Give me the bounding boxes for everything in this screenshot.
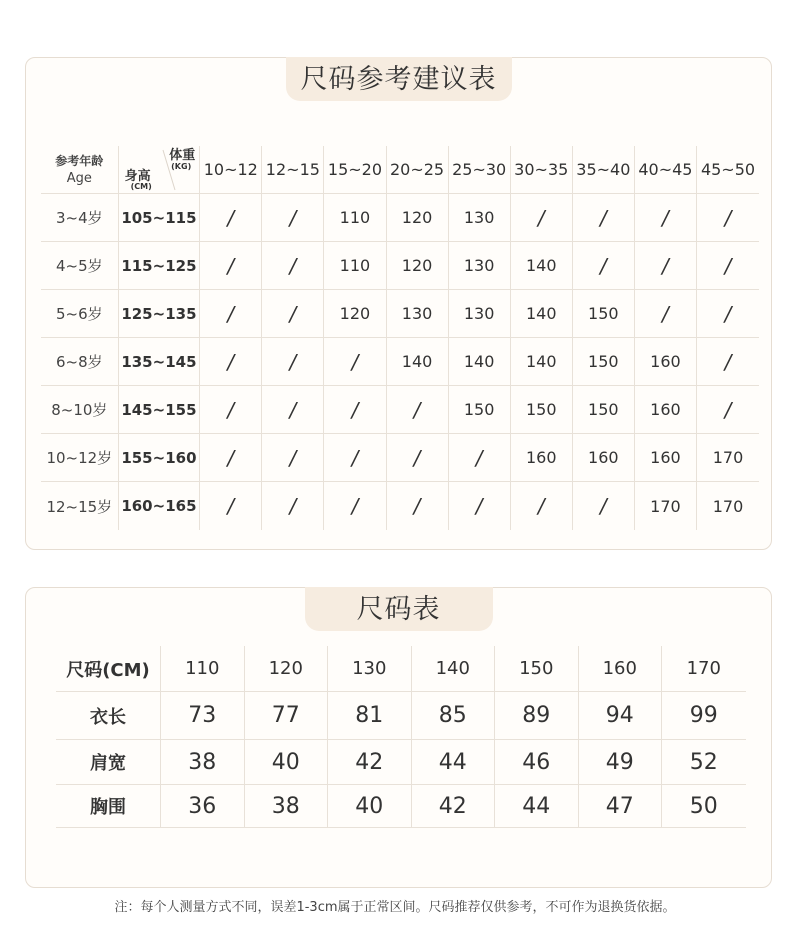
size-reference-title: 尺码参考建议表: [286, 57, 512, 101]
size-value: 160: [650, 400, 681, 419]
size-cell: [573, 242, 635, 289]
size-value: 150: [588, 400, 619, 419]
size-cell: [697, 242, 759, 289]
size-value: /: [227, 397, 235, 422]
size-value: 140: [525, 256, 557, 275]
size-cell: [511, 386, 573, 433]
measurement-label: 肩宽: [56, 740, 161, 784]
size-cell: [387, 290, 449, 337]
height-cell: 135~145: [119, 338, 201, 385]
size-value: /: [289, 205, 297, 230]
size-value: /: [724, 205, 732, 230]
height-cell: 115~125: [119, 242, 201, 289]
size-value: 130: [463, 256, 495, 275]
size-col-header: 140: [412, 646, 496, 691]
size-reference-row: [41, 290, 759, 338]
disclaimer-note: 注：每个人测量方式不同，误差1-3cm属于正常区间。尺码推荐仅供参考，不可作为退换货依据。: [114, 900, 676, 915]
size-cell: [511, 482, 573, 530]
size-cell: [697, 338, 759, 385]
weight-col-header: 10~12: [200, 146, 262, 193]
size-cell: [635, 194, 697, 241]
height-weight-header: [119, 146, 201, 193]
height-cell: 160~165: [119, 482, 201, 530]
size-value: /: [227, 349, 235, 374]
age-cell: 5~6岁: [41, 290, 119, 337]
size-cell: [697, 194, 759, 241]
size-value: /: [724, 301, 732, 326]
size-cell: [449, 482, 511, 530]
size-value: /: [475, 494, 483, 518]
size-cell: [573, 290, 635, 337]
measurement-value: 47: [579, 785, 663, 827]
size-col-header: 170: [686, 658, 721, 679]
size-reference-row: [41, 242, 759, 290]
size-cell: [573, 434, 635, 481]
size-cell: [635, 386, 697, 433]
size-cell: [324, 242, 386, 289]
size-cell: [573, 482, 635, 530]
size-value: 120: [401, 256, 433, 275]
size-chart-row: [56, 692, 746, 740]
size-value: 130: [463, 208, 495, 227]
size-cell: [200, 290, 262, 337]
weight-col-header: 30~35: [511, 146, 573, 193]
size-cell: [697, 482, 759, 530]
size-chart-body: [56, 692, 746, 828]
size-chart-header-label: 尺码(CM): [56, 646, 161, 691]
size-cell: [511, 194, 573, 241]
size-cell: [200, 338, 262, 385]
size-value: /: [227, 253, 235, 278]
size-value: /: [724, 349, 732, 374]
height-cell: 145~155: [119, 386, 201, 433]
size-cell: [262, 338, 324, 385]
size-value: 140: [525, 304, 557, 323]
size-value: /: [289, 253, 297, 278]
size-col-header: 160: [579, 646, 663, 691]
size-value: /: [227, 494, 235, 518]
size-cell: [324, 290, 386, 337]
size-col-header: 130: [328, 646, 412, 691]
size-reference-row: [41, 194, 759, 242]
measurement-value: 99: [689, 703, 718, 728]
size-value: /: [289, 494, 297, 518]
size-cell: [324, 338, 386, 385]
size-cell: [635, 482, 697, 530]
age-header: [41, 146, 119, 193]
age-cell: 10~12岁: [41, 434, 119, 481]
age-header-en: Age: [66, 170, 92, 186]
size-cell: [511, 290, 573, 337]
measurement-value: 38: [245, 785, 329, 827]
size-reference-row: [41, 338, 759, 386]
size-value: /: [413, 445, 421, 470]
size-cell: [324, 194, 386, 241]
size-value: 160: [650, 448, 681, 467]
weight-col-header: 25~30: [449, 146, 511, 193]
weight-unit: (KG): [171, 162, 192, 171]
size-cell: [387, 242, 449, 289]
size-value: 170: [712, 448, 744, 467]
size-reference-header-row: [41, 146, 759, 194]
size-cell: [449, 290, 511, 337]
size-cell: [573, 194, 635, 241]
size-cell: [200, 242, 262, 289]
size-value: 120: [339, 304, 371, 323]
measurement-value: 52: [689, 749, 718, 775]
size-value: /: [227, 445, 235, 470]
size-value: /: [289, 349, 297, 374]
size-cell: [635, 434, 697, 481]
size-cell: [449, 386, 511, 433]
size-reference-table: [41, 146, 759, 530]
measurement-value: 89: [495, 692, 579, 739]
weight-col-header: 20~25: [387, 146, 449, 193]
size-value: /: [351, 349, 359, 374]
age-cell: 4~5岁: [41, 242, 119, 289]
size-value: /: [289, 397, 297, 422]
size-chart-row: [56, 740, 746, 785]
size-cell: [324, 386, 386, 433]
size-cell: [635, 242, 697, 289]
age-header-zh: 参考年龄: [55, 153, 104, 168]
height-cell: 155~160: [119, 434, 201, 481]
size-value: /: [289, 301, 297, 326]
size-cell: [262, 386, 324, 433]
size-reference-row: [41, 482, 759, 530]
size-value: 160: [525, 448, 557, 467]
measurement-value: 42: [328, 740, 412, 784]
size-value: 170: [650, 496, 681, 516]
size-value: /: [662, 253, 669, 278]
size-value: 150: [588, 304, 619, 323]
measurement-value: 50: [689, 793, 718, 819]
size-cell: [387, 482, 449, 530]
size-chart-panel: [25, 587, 772, 888]
size-cell: [262, 242, 324, 289]
measurement-value: 38: [161, 740, 245, 784]
size-reference-panel: [25, 57, 772, 550]
measurement-value: 94: [579, 692, 663, 739]
size-chart-table: [56, 646, 746, 828]
age-cell: 12~15岁: [41, 482, 119, 530]
size-value: /: [413, 397, 421, 422]
size-value: 110: [339, 256, 371, 275]
measurement-value: 42: [412, 785, 496, 827]
size-value: /: [662, 205, 669, 230]
weight-col-header: 40~45: [635, 146, 697, 193]
size-reference-body: [41, 194, 759, 530]
size-value: /: [351, 494, 359, 518]
size-value: 120: [401, 208, 433, 227]
size-value: /: [413, 494, 421, 518]
size-col-header: 110: [161, 646, 245, 691]
size-value: /: [599, 494, 607, 518]
height-cell: 105~115: [119, 194, 201, 241]
size-col-header: 120: [245, 646, 329, 691]
size-value: /: [475, 445, 483, 470]
size-value: /: [662, 301, 669, 326]
weight-col-header: 15~20: [324, 146, 386, 193]
size-cell: [449, 338, 511, 385]
height-unit: (CM): [130, 182, 152, 191]
size-cell: [262, 482, 324, 530]
size-chart-title: 尺码表: [305, 587, 493, 631]
measurement-value: 40: [328, 785, 412, 827]
size-reference-row: [41, 434, 759, 482]
size-value: /: [351, 397, 359, 422]
measurement-value: 85: [412, 692, 496, 739]
size-value: /: [537, 205, 545, 230]
size-cell: [262, 290, 324, 337]
size-value: 140: [401, 352, 433, 371]
size-cell: [387, 434, 449, 481]
size-value: /: [289, 445, 297, 470]
size-cell: [573, 338, 635, 385]
measurement-value: 44: [495, 785, 579, 827]
height-cell: 125~135: [119, 290, 201, 337]
size-value: 150: [463, 400, 495, 419]
size-chart-header-row: [56, 646, 746, 692]
measurement-value: 46: [495, 740, 579, 784]
age-cell: 8~10岁: [41, 386, 119, 433]
size-value: 130: [463, 304, 495, 323]
age-cell: 3~4岁: [41, 194, 119, 241]
age-cell: 6~8岁: [41, 338, 119, 385]
size-cell: [262, 194, 324, 241]
size-cell: [324, 434, 386, 481]
size-cell: [449, 242, 511, 289]
size-value: 110: [339, 208, 371, 227]
measurement-label: 衣长: [56, 692, 161, 739]
size-cell: [697, 434, 759, 481]
size-value: /: [599, 253, 607, 278]
size-value: 160: [650, 352, 681, 371]
size-value: /: [227, 301, 235, 326]
measurement-value: 40: [245, 740, 329, 784]
size-cell: [449, 194, 511, 241]
size-cell: [449, 434, 511, 481]
size-cell: [635, 290, 697, 337]
size-cell: [324, 482, 386, 530]
size-cell: [387, 194, 449, 241]
size-cell: [697, 290, 759, 337]
measurement-value: 36: [161, 785, 245, 827]
weight-col-header: 35~40: [573, 146, 635, 193]
size-reference-row: [41, 386, 759, 434]
size-cell: [200, 386, 262, 433]
weight-header: 体重: [169, 148, 196, 163]
size-value: 140: [525, 352, 557, 371]
size-chart-row: [56, 785, 746, 828]
height-header: 身高: [124, 169, 151, 184]
size-col-header: 150: [495, 646, 579, 691]
size-cell: [511, 434, 573, 481]
size-cell: [200, 434, 262, 481]
size-cell: [635, 338, 697, 385]
size-cell: [511, 338, 573, 385]
size-cell: [697, 386, 759, 433]
size-cell: [511, 242, 573, 289]
size-cell: [200, 194, 262, 241]
measurement-value: 77: [245, 692, 329, 739]
size-value: /: [227, 205, 235, 230]
measurement-value: 81: [328, 692, 412, 739]
size-cell: [387, 386, 449, 433]
size-cell: [573, 386, 635, 433]
size-cell: [200, 482, 262, 530]
size-value: /: [724, 253, 732, 278]
measurement-value: 49: [579, 740, 663, 784]
size-value: 150: [525, 400, 557, 419]
weight-col-header: 12~15: [262, 146, 324, 193]
measurement-value: 73: [161, 692, 245, 739]
measurement-label: 胸围: [56, 785, 161, 827]
size-value: 140: [463, 352, 495, 371]
size-value: 130: [401, 304, 433, 323]
weight-col-header: 45~50: [700, 160, 756, 179]
size-value: 170: [712, 496, 744, 516]
size-value: 160: [588, 448, 619, 467]
size-value: 150: [588, 352, 619, 371]
size-value: /: [537, 494, 545, 518]
size-value: /: [724, 397, 732, 422]
size-cell: [262, 434, 324, 481]
size-cell: [387, 338, 449, 385]
measurement-value: 44: [412, 740, 496, 784]
size-value: /: [351, 445, 359, 470]
size-value: /: [599, 205, 607, 230]
